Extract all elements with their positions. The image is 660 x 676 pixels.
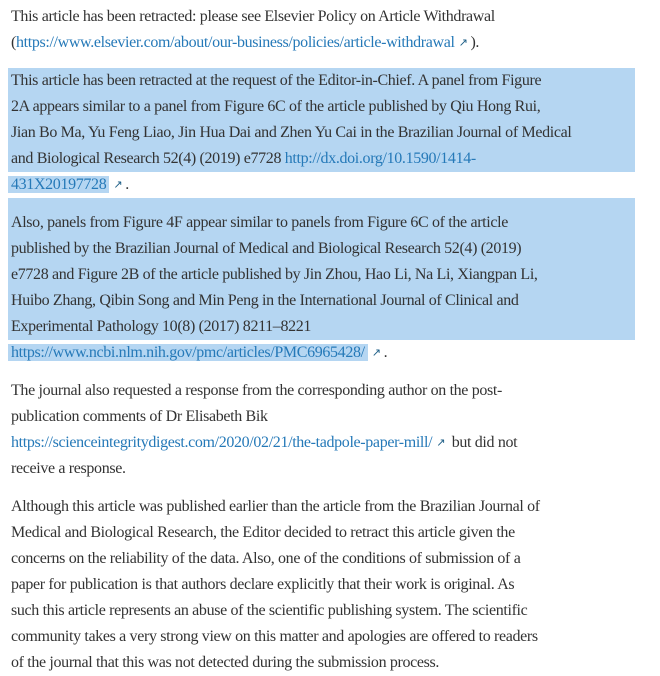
text-run: Huibo Zhang, Qibin Song and Min Peng in the International Journal of Clinical and: [11, 292, 519, 309]
external-link-icon[interactable]: ↗: [458, 36, 468, 49]
text-line: [8, 340, 635, 366]
text-run: concerns on the reliability of the data. Also, one of the conditions of submission of a: [11, 550, 521, 567]
paragraph-gap: [8, 56, 635, 68]
text-run: receive a response.: [11, 460, 126, 477]
text-line: [8, 494, 635, 520]
text-run: Medical and Biological Research, the Editor decided to retract this article given the: [11, 524, 515, 541]
paragraph: [8, 210, 635, 366]
text-run: Also, panels from Figure 4F appear similar to panels from Figure 6C of the article: [11, 214, 508, 231]
paragraph-gap: [8, 482, 635, 494]
text-run: but did not: [448, 434, 518, 451]
text-line: [8, 210, 635, 236]
text-line: [8, 172, 635, 198]
text-line: [8, 314, 635, 340]
text-run: This article has been retracted at the request of the Editor-in-Chief. A panel from Figure: [11, 72, 542, 89]
text-run: and Biological Research 52(4) (2019) e7728: [11, 150, 285, 167]
paragraph-gap: [8, 366, 635, 378]
text-run: .: [125, 176, 129, 193]
text-line: [8, 4, 635, 30]
paragraph: [8, 4, 635, 56]
external-link-icon[interactable]: ↗: [113, 178, 123, 191]
hyperlink[interactable]: https://scienceintegritydigest.com/2020/02/21/the-tadpole-paper-mill/: [11, 434, 433, 451]
hyperlink[interactable]: http://dx.doi.org/10.1590/1414-: [284, 150, 476, 167]
hyperlink[interactable]: https://www.elsevier.com/about/our-business/policies/article-withdrawal: [15, 34, 455, 51]
hyperlink[interactable]: https://www.ncbi.nlm.nih.gov/pmc/articles/PMC6965428/: [8, 344, 368, 361]
selection-highlight-gap: [8, 198, 635, 210]
text-line: [8, 572, 635, 598]
text-run: published by the Brazilian Journal of Medical and Biological Research 52(4) (2019): [11, 240, 522, 257]
paragraph: [8, 68, 635, 198]
text-run: (: [11, 34, 16, 51]
text-line: [8, 378, 635, 404]
text-line: [8, 456, 635, 482]
text-run: of the journal that this was not detected during the submission process.: [11, 654, 440, 671]
text-run: paper for publication is that authors declare explicitly that their work is original. As: [11, 576, 515, 593]
text-run: publication comments of Dr Elisabeth Bik: [11, 408, 268, 425]
text-run: such this article represents an abuse of the scientific publishing system. The scientific: [11, 602, 528, 619]
text-line: [8, 68, 635, 94]
text-run: Jian Bo Ma, Yu Feng Liao, Jin Hua Dai and Zhen Yu Cai in the Brazilian Journal of Medical: [11, 124, 572, 141]
text-line: [8, 236, 635, 262]
text-run: Although this article was published earlier than the article from the Brazilian Journal of: [11, 498, 540, 515]
text-line: [8, 120, 635, 146]
text-run: 2A appears similar to a panel from Figure 6C of the article published by Qiu Hong Rui,: [11, 98, 541, 115]
external-link-icon[interactable]: ↗: [436, 436, 446, 449]
text-line: [8, 404, 635, 430]
text-run: This article has been retracted: please see Elsevier Policy on Article Withdrawal: [11, 8, 495, 25]
text-run: community takes a very strong view on this matter and apologies are offered to readers: [11, 628, 538, 645]
text-line: [8, 650, 635, 676]
text-line: [8, 94, 635, 120]
text-line: [8, 430, 635, 456]
text-line: [8, 598, 635, 624]
text-run: ).: [470, 34, 480, 51]
text-line: [8, 624, 635, 650]
text-run: Experimental Pathology 10(8) (2017) 8211–8221: [11, 318, 312, 335]
text-line: [8, 30, 635, 56]
text-run: e7728 and Figure 2B of the article published by Jin Zhou, Hao Li, Na Li, Xiangpan Li,: [11, 266, 538, 283]
hyperlink[interactable]: 431X20197728: [8, 176, 109, 193]
external-link-icon[interactable]: ↗: [371, 346, 381, 359]
text-line: [8, 262, 635, 288]
text-line: [8, 520, 635, 546]
text-run: .: [383, 344, 388, 361]
paragraph: [8, 378, 635, 482]
text-line: [8, 288, 635, 314]
text-run: The journal also requested a response from the corresponding author on the post-: [11, 382, 502, 399]
text-line: [8, 146, 635, 172]
text-line: [8, 546, 635, 572]
paragraph: [8, 494, 635, 676]
